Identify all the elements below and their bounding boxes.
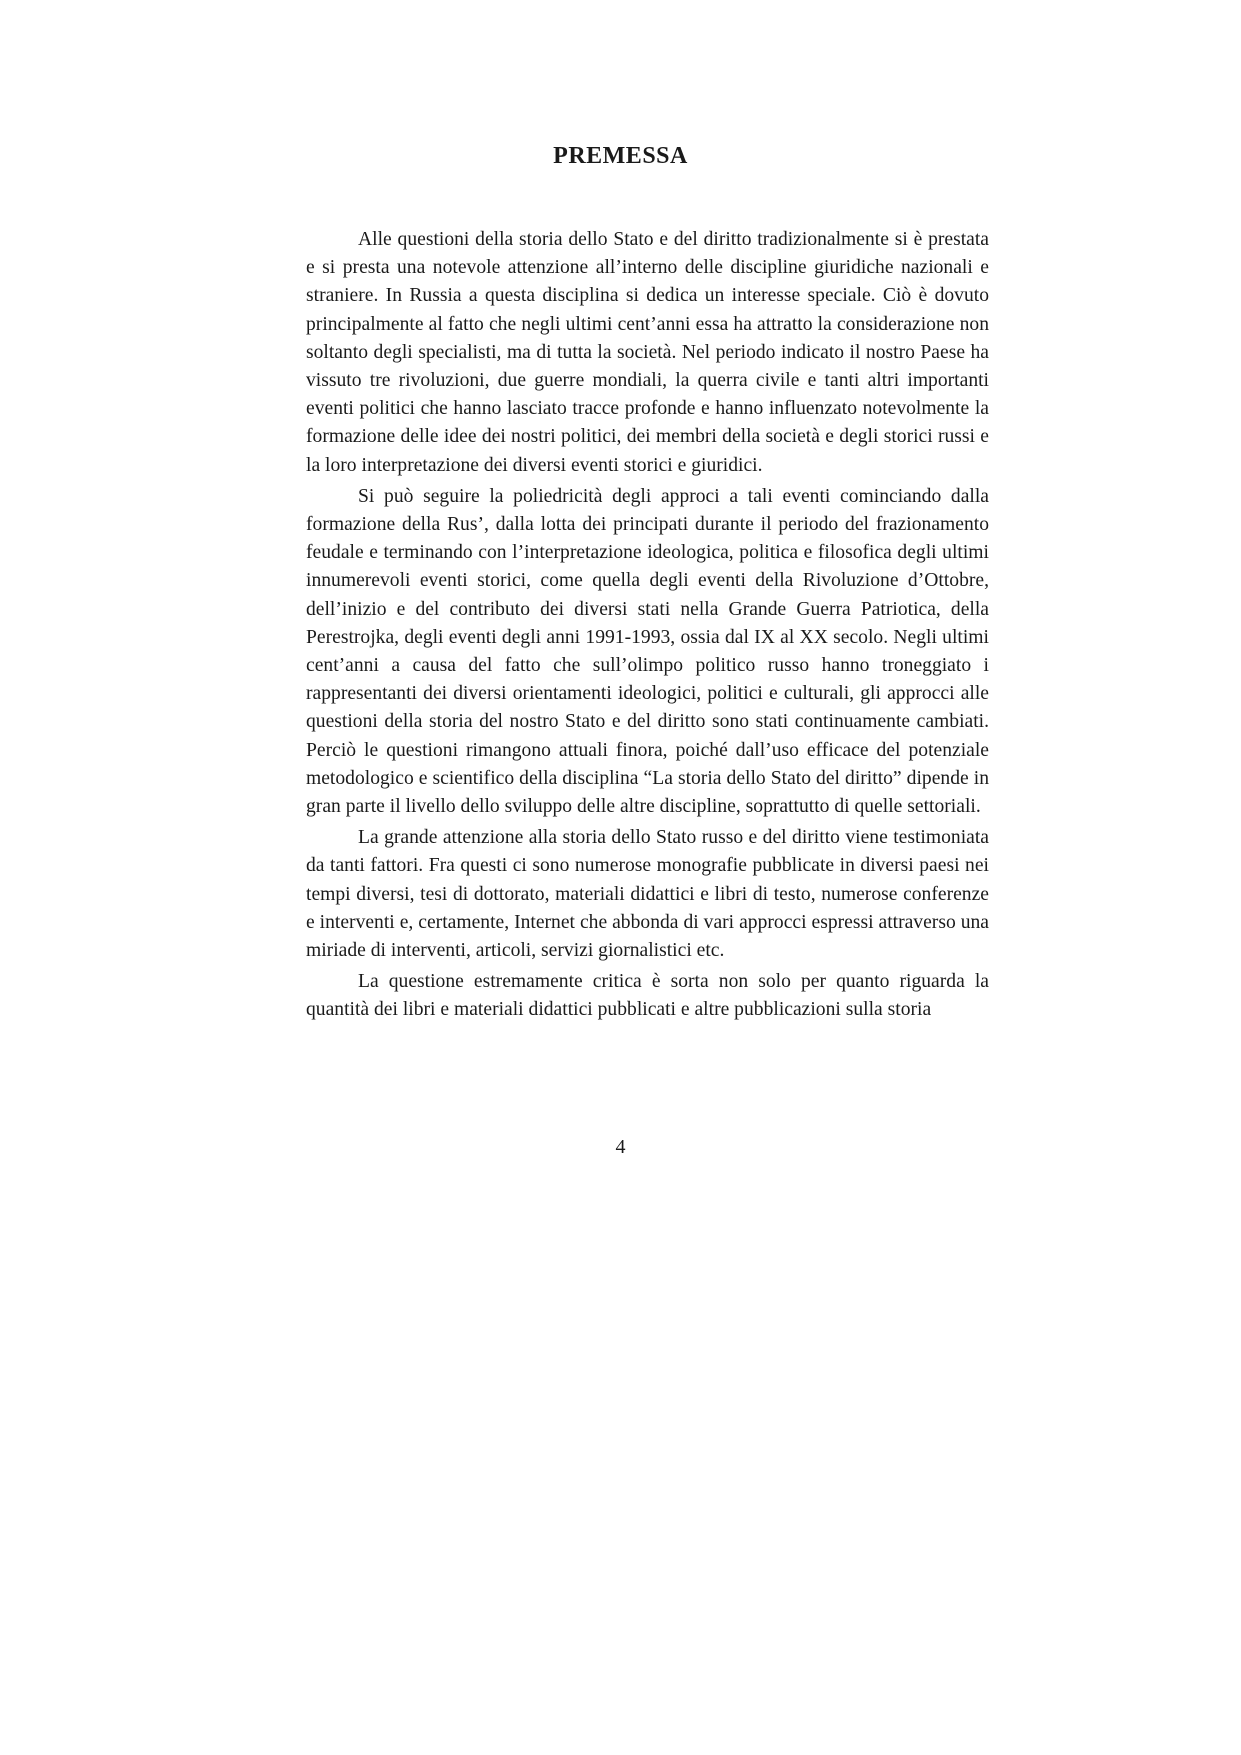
body-text bbox=[306, 226, 989, 1028]
page-title: PREMESSA bbox=[553, 143, 688, 169]
paragraph: La grande attenzione alla storia dello Stato russo e del diritto viene testimoniata da tanti fattori. Fra questi ci sono numerose monografie pubblicate in diversi paesi nei tempi diversi, tesi di dottorato, materiali didattici e libri di testo, numerose conferenze e interventi e, certamente, Internet che abbonda di vari approcci espressi attraverso una miriade di interventi, articoli, servizi giornalistici etc. bbox=[306, 827, 989, 962]
page-number: 4 bbox=[615, 1136, 626, 1158]
paragraph: Alle questioni della storia dello Stato e del diritto tradizionalmente si è prestata e si presta una notevole attenzione all’interno delle discipline giuridiche nazionali e straniere. In Russia a questa disciplina si dedica un interesse speciale. Ciò è dovuto principalmente al fatto che negli ultimi cent’anni essa ha attratto la considerazione non soltanto degli specialisti, ma di tutta la società. Nel periodo indicato il nostro Paese ha vissuto tre rivoluzioni, due guerre mondiali, la querra civile e tanti altri importanti eventi politici che hanno lasciato tracce profonde e hanno influenzato notevolmente la formazione delle idee dei nostri politici, dei membri della società e degli storici russi e la loro interpretazione dei diversi eventi storici e giuridici. bbox=[306, 229, 989, 476]
paragraph: La questione estremamente critica è sorta non solo per quanto riguarda la quantità dei libri e materiali didattici pubblicati e altre pubblicazioni sulla storia bbox=[306, 971, 989, 1021]
paragraph: Si può seguire la poliedricità degli approci a tali eventi cominciando dalla formazione della Rus’, dalla lotta dei principati durante il periodo del frazionamento feudale e terminando con l’interpretazione ideologica, politica e filosofica degli ultimi innumerevoli eventi storici, come quella degli eventi della Rivoluzione d’Ottobre, dell’inizio e del contributo dei diversi stati nella Grande Guerra Patriotica, della Perestrojka, degli eventi degli anni 1991-1993, ossia dal IX al XX secolo. Negli ultimi cent’anni a causa del fatto che sull’olimpo politico russo hanno troneggiato i rappresentanti dei diversi orientamenti ideologici, politici e culturali, gli approcci alle questioni della storia del nostro Stato e del diritto sono stati continuamente cambiati. Perciò le questioni rimangono attuali finora, poiché dall’uso efficace del potenziale metodologico e scientifico della disciplina “La storia dello Stato del diritto” dipende in gran parte il livello dello sviluppo delle altre discipline, soprattutto di quelle settoriali. bbox=[306, 485, 989, 818]
